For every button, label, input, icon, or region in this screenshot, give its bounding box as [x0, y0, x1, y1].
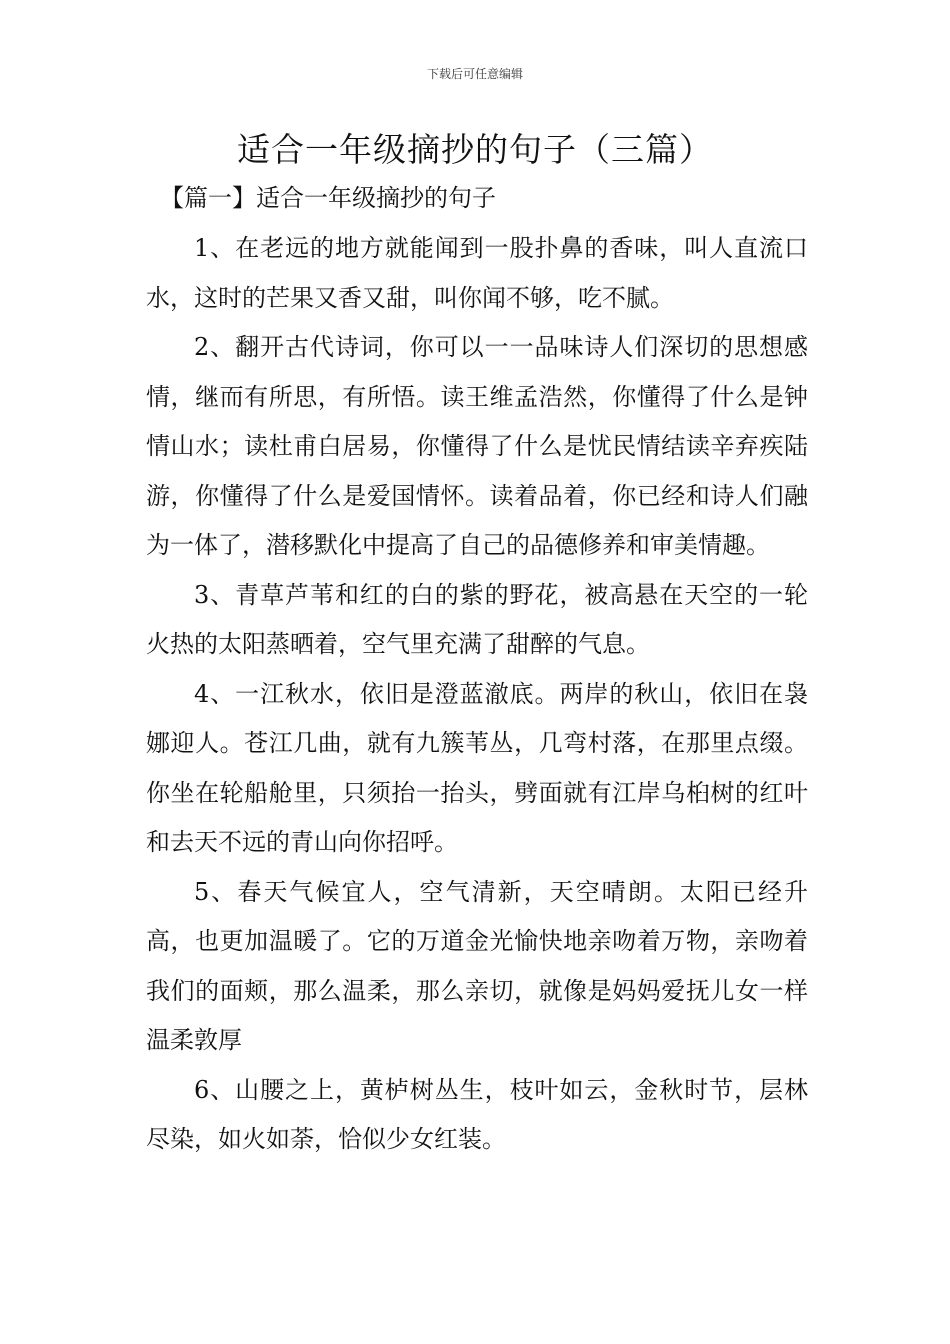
paragraph-6: 6、山腰之上，黄栌树丛生，枝叶如云，金秋时节，层林尽染，如火如荼，恰似少女红装。	[146, 1075, 808, 1153]
paragraph-3: 3、青草芦苇和红的白的紫的野花，被高悬在天空的一轮火热的太阳蒸晒着，空气里充满了甜醉的气息。	[146, 580, 808, 658]
body-text	[146, 224, 808, 1165]
paragraph-4: 4、一江秋水，依旧是澄蓝澈底。两岸的秋山，依旧在袅娜迎人。苍江几曲，就有九簇苇丛，几弯村落，在那里点缀。你坐在轮船舱里，只须抬一抬头，劈面就有江岸乌桕树的红叶和去天不远的青山向你招呼。	[146, 679, 808, 856]
document-title: 适合一年级摘抄的句子（三篇）	[237, 130, 713, 169]
header-note: 下载后可任意编辑	[426, 67, 523, 81]
section-heading: 【篇一】适合一年级摘抄的句子	[160, 184, 496, 212]
paragraph-2: 2、翻开古代诗词，你可以一一品味诗人们深切的思想感情，继而有所思，有所悟。读王维孟浩然，你懂得了什么是钟情山水；读杜甫白居易，你懂得了什么是忧民情结读辛弃疾陆游，你懂得了什么是爱国情怀。读着品着，你已经和诗人们融为一体了，潜移默化中提高了自己的品德修养和审美情趣。	[146, 333, 808, 559]
paragraph-1: 1、在老远的地方就能闻到一股扑鼻的香味，叫人直流口水，这时的芒果又香又甜，叫你闻不够，吃不腻。	[146, 234, 808, 312]
paragraph-5: 5、春天气候宜人，空气清新，天空晴朗。太阳已经升高，也更加温暖了。它的万道金光愉快地亲吻着万物，亲吻着我们的面颊，那么温柔，那么亲切，就像是妈妈爱抚儿女一样温柔敦厚	[146, 877, 808, 1054]
